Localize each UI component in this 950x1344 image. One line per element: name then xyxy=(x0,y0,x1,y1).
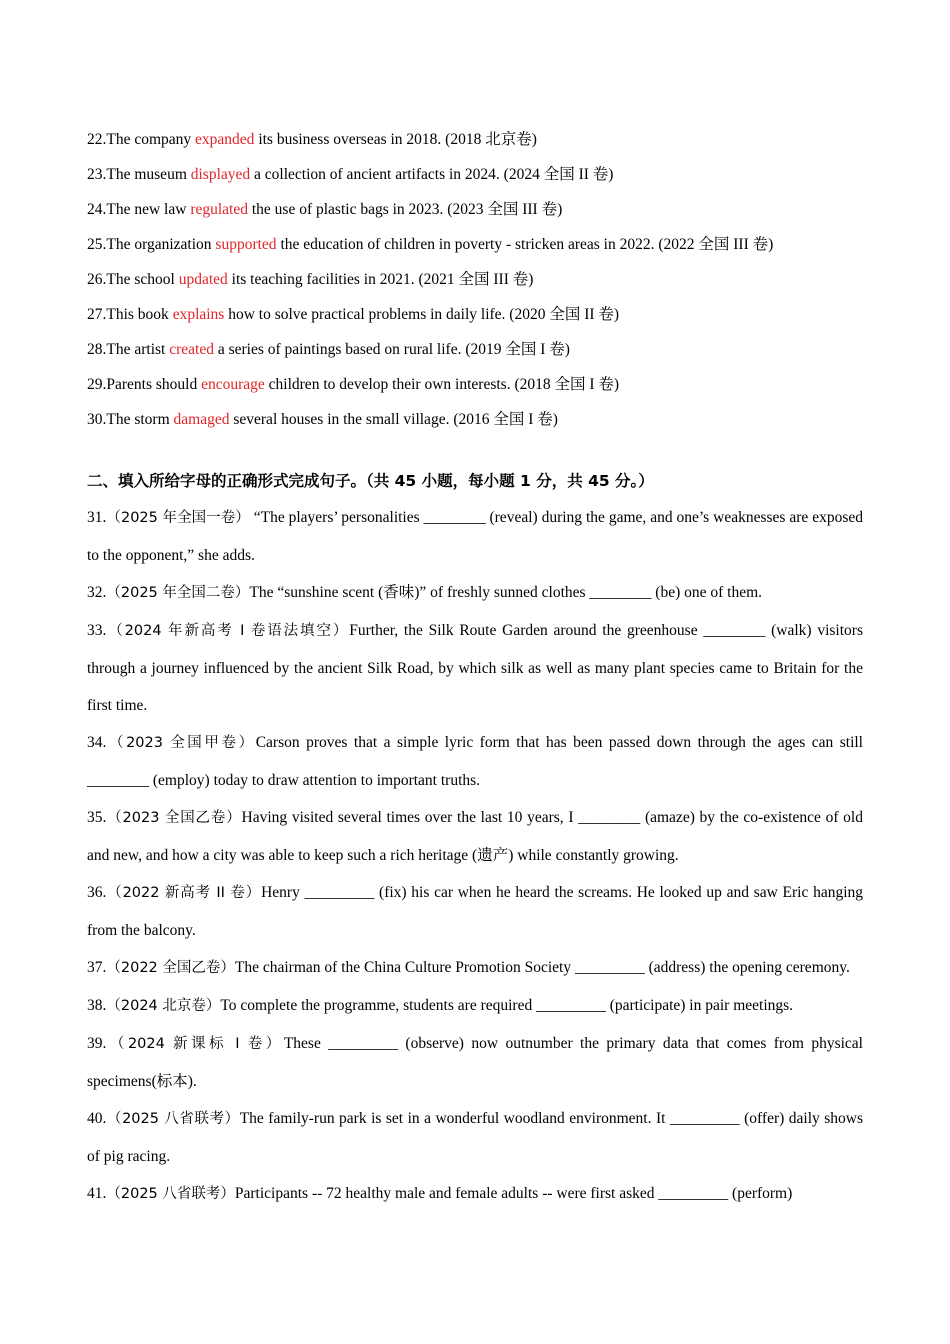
question-item: 34.（2023 全国甲卷）Carson proves that a simple lyric form that has been passed down through the ages can still ________ (employ) today to draw attention to important truths. xyxy=(87,734,863,789)
section-spacer xyxy=(87,437,863,463)
question-item: 36.（2022 新高考 II 卷）Henry _________ (fix) his car when he heard the screams. He looked up and saw Eric hanging from the balcony. xyxy=(87,884,864,939)
answer-line: 26.The school updated its teaching facilities in 2021. (2021 全国 III 卷) xyxy=(87,271,534,288)
question-item: 35.（2023 全国乙卷）Having visited several times over the last 10 years, I ________ (amaze) by the co-existence of old and new, and how a city was able to keep such a rich heritage (遗产) while constantly growing. xyxy=(87,809,863,864)
question-item: 37.（2022 全国乙卷）The chairman of the China Culture Promotion Society _________ (address) the opening ceremony. xyxy=(87,959,850,976)
question-source: （2023 全国乙卷） xyxy=(106,810,242,826)
question-source: （2023 全国甲卷） xyxy=(106,735,256,751)
answer-line: 30.The storm damaged several houses in the small village. (2016 全国 I 卷) xyxy=(87,411,558,428)
question-item: 33.（2024 年新高考 I 卷语法填空）Further, the Silk Route Garden around the greenhouse ________ (walk) visitors through a journey influenced by the ancient Silk Road, by which silk as well as many plant species came to Britain for the first time. xyxy=(87,622,863,714)
question-source: （2024 新课标 I 卷） xyxy=(106,1036,284,1052)
question-source: （2024 北京卷） xyxy=(106,998,221,1014)
question-source: （2022 新高考 II 卷） xyxy=(106,885,262,901)
section-heading: 二、填入所给字母的正确形式完成句子。（共 45 小题，每小题 1 分，共 45 分。） xyxy=(87,472,654,490)
answer-line: 28.The artist created a series of paintings based on rural life. (2019 全国 I 卷) xyxy=(87,341,570,358)
question-item: 32.（2025 年全国二卷）The “sunshine scent (香味)” of freshly sunned clothes ________ (be) one of them. xyxy=(87,584,763,601)
answer-line: 29.Parents should encourage children to develop their own interests. (2018 全国 I 卷) xyxy=(87,376,620,393)
answer-word: encourage xyxy=(201,376,265,393)
answer-word: updated xyxy=(178,271,228,288)
answer-word: explains xyxy=(172,306,225,323)
answer-line: 22.The company expanded its business overseas in 2018. (2018 北京卷) xyxy=(87,131,537,148)
question-source: （2025 八省联考） xyxy=(106,1111,240,1127)
question-source: （2022 全国乙卷） xyxy=(106,960,235,976)
question-source: （2025 八省联考） xyxy=(106,1186,235,1202)
answer-word: created xyxy=(169,341,214,358)
answer-word: supported xyxy=(215,236,277,253)
answer-line: 27.This book explains how to solve practical problems in daily life. (2020 全国 II 卷) xyxy=(87,306,620,323)
question-source: （2025 年全国二卷） xyxy=(106,585,250,601)
question-item: 40.（2025 八省联考）The family-run park is set in a wonderful woodland environment. It _________ (offer) daily shows of pig racing. xyxy=(87,1110,863,1165)
question-source: （2024 年新高考 I 卷语法填空） xyxy=(106,623,350,639)
question-item: 38.（2024 北京卷）To complete the programme, students are required _________ (participate) in pair meetings. xyxy=(87,997,794,1014)
question-source: （2025 年全国一卷） xyxy=(106,510,250,526)
answer-word: regulated xyxy=(190,201,248,218)
answer-list xyxy=(87,122,863,437)
answer-word: displayed xyxy=(190,166,251,183)
question-list xyxy=(87,499,863,1213)
answer-word: expanded xyxy=(195,131,255,148)
question-item: 41.（2025 八省联考）Participants -- 72 healthy male and female adults -- were first asked _________ (perform) xyxy=(87,1185,793,1202)
question-item: 31.（2025 年全国一卷） “The players’ personalities ________ (reveal) during the game, and one’s weaknesses are exposed to the opponent,” she adds. xyxy=(87,509,863,564)
answer-line: 25.The organization supported the education of children in poverty - stricken areas in 2022. (2022 全国 III 卷) xyxy=(87,236,774,253)
question-item: 39.（2024 新课标 I 卷）These _________ (observe) now outnumber the primary data that comes from physical specimens(标本). xyxy=(87,1035,863,1090)
answer-word: damaged xyxy=(173,411,230,428)
answer-line: 23.The museum displayed a collection of ancient artifacts in 2024. (2024 全国 II 卷) xyxy=(87,166,614,183)
document-page xyxy=(87,122,863,1213)
answer-line: 24.The new law regulated the use of plastic bags in 2023. (2023 全国 III 卷) xyxy=(87,201,563,218)
